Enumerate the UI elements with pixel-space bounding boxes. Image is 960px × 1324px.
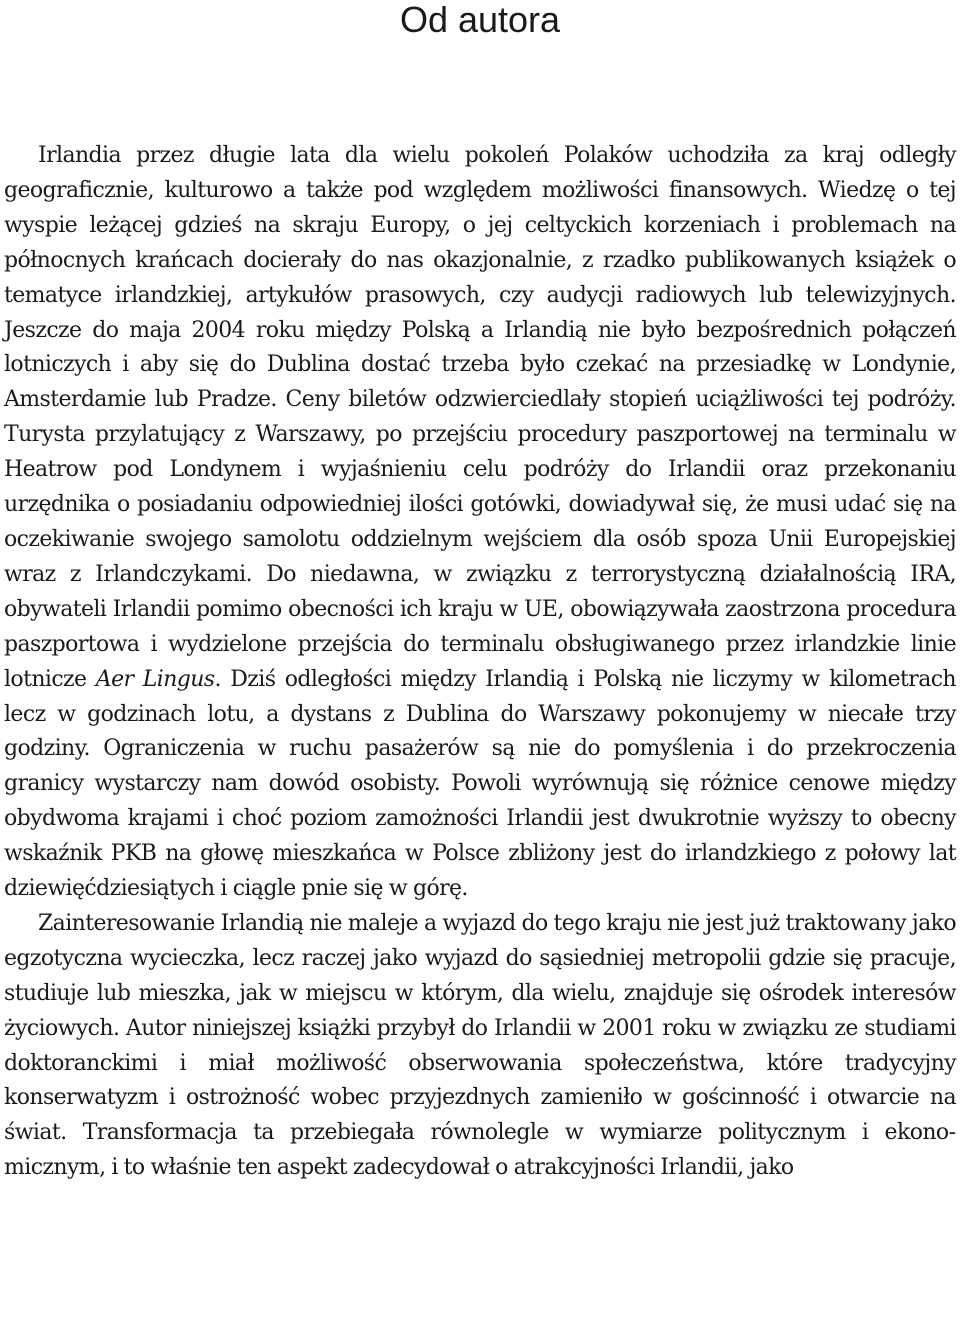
body-text (4, 139, 956, 1186)
paragraph-2 (4, 907, 956, 1186)
paragraph-1-text-b: . Dziś odległości między Irlandią i Polską nie liczymy w kilometrach lecz w godzinach lotu, a dystans z Dublina do Warszawy pokonujemy w niecałe trzy godziny. Ograniczenia w ruchu pasażerów są nie do pomyślenia i do przekroczenia granicy wystarczy nam dowód osobisty. Powoli wyrównują się różnice cenowe między obydwoma krajami i choć poziom zamożności Irlandii jest dwukrotnie wyższy to obecny wskaźnik PKB na głowę mieszkańca w Polsce zbliżony jest do irlandzkiego z połowy lat dziewięćdziesiątych i ciągle pnie się w górę. (4, 666, 956, 902)
page-title: Od autora (399, 0, 561, 40)
paragraph-1-text-a: Irlandia przez długie lata dla wielu pokoleń Polaków uchodziła za kraj odległy geograficznie, kulturowo a także pod względem możliwości finansowych. Wiedzę o tej wyspie leżącej gdzieś na skraju Europy, o jej celtyckich korzeniach i problemach na północnych krańcach docierały do nas okazjonalnie, z rzadko publikowanych książek o tematyce irlandzkiej, artykułów prasowych, czy audycji radiowych lub telewizyjnych. Jeszcze do maja 2004 roku między Polską a Irlandią nie było bezpośrednich połączeń lotniczych i aby się do Dublina dostać trzeba było czekać na przesiadkę w Londynie, Amsterdamie lub Pradze. Ceny biletów odzwierciedlały stopień uciążliwości tej podróży. Turysta przylatujący z Warszawy, po przejściu procedury paszportowej na terminalu w Heatrow pod Londynem i wyjaśnieniu celu podróży do Irlandii oraz przekonaniu urzędnika o posiadaniu odpowiedniej ilości gotówki, dowiadywał się, że musi udać się na oczekiwanie swojego samolotu oddzielnym wejściem dla osób spoza Unii Europejskiej wraz z Irlandczykami. Do niedawna, w związku z terrorystyczną działalnością IRA, obywateli Irlandii pomimo obecności ich kraju w UE, obowiązywała zaostrzona procedura paszportowa i wydzielone przejścia do terminalu obsługiwanego przez irlandzkie linie lotnicze (4, 143, 956, 692)
paragraph-2-text: Zainteresowanie Irlandią nie maleje a wyjazd do tego kraju nie jest już traktowany jako egzotyczna wycieczka, lecz raczej jako wyjazd do sąsiedniej metropolii gdzie się pracuje, studiuje lub mieszka, jak w miejscu w którym, dla wielu, znajduje się ośrodek interesów życiowych. Autor niniejszej książki przybył do Irlandii w 2001 roku w związku ze studiami doktoranckimi i miał możliwość obserwowania społeczeństwa, które tradycyjny konserwatyzm i ostrożność wobec przyjezdnych zamieniło w gościnność i otwarcie na świat. Transformacja ta przebiegała równolegle w wymiarze politycznym i ekonomicznym, i to właśnie ten aspekt zadecydował o atrakcyjności Irlandii, jako (4, 910, 956, 1181)
paragraph-1 (4, 139, 956, 907)
airline-name: Aer Lingus (95, 666, 215, 692)
